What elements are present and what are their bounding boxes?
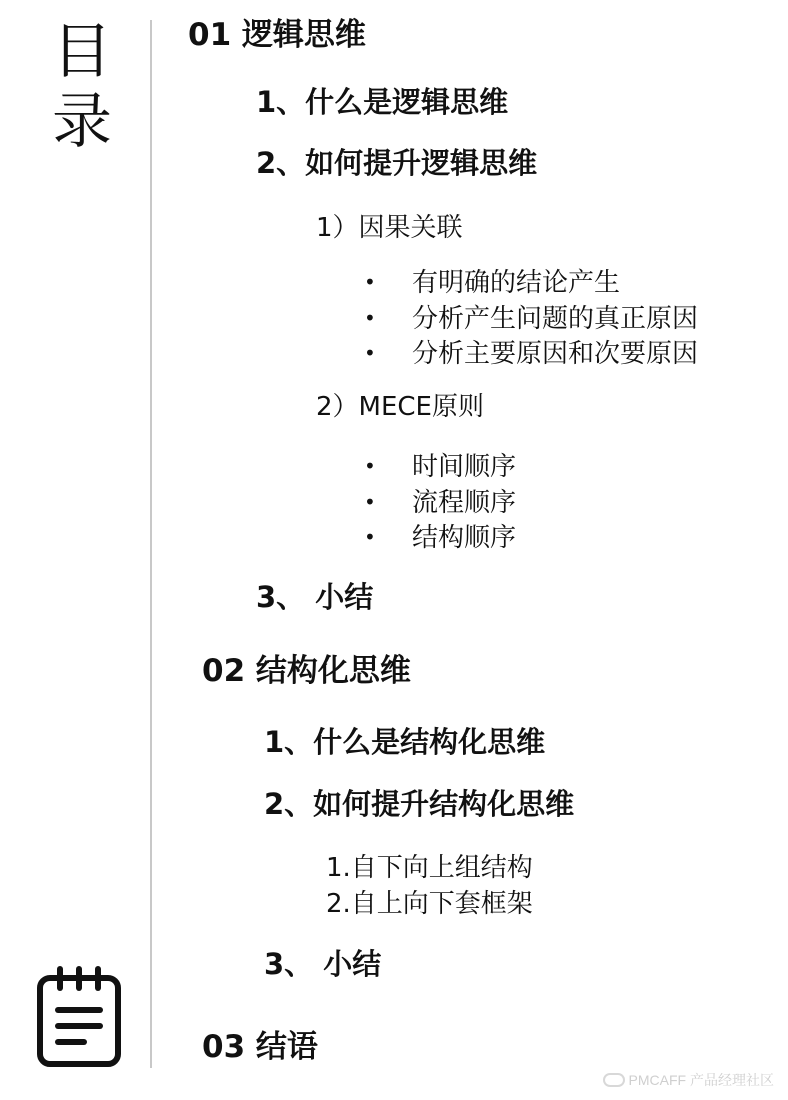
bullet-dot: • [364, 525, 376, 549]
section-01-title: 01 逻辑思维 [188, 17, 366, 53]
list-item: 分析产生问题的真正原因 [412, 304, 699, 334]
pmcaff-logo-icon [603, 1073, 625, 1087]
bullet-dot: • [364, 270, 376, 294]
section-02-item-3: 3、 小结 [264, 947, 382, 981]
section-01-item-1: 1、什么是逻辑思维 [256, 85, 509, 119]
list-item: 流程顺序 [412, 488, 517, 518]
bullet-dot: • [364, 306, 376, 330]
section-01-item-3: 3、 小结 [256, 580, 374, 614]
section-01-item-2: 2、如何提升逻辑思维 [256, 146, 538, 180]
toc-title-char-1: 目 [52, 17, 112, 87]
section-02-step-1: 1.自下向上组结构 [326, 853, 533, 883]
list-item: 时间顺序 [412, 452, 517, 482]
section-01-sub-1-title: 1）因果关联 [316, 213, 463, 243]
list-item: 分析主要原因和次要原因 [412, 339, 699, 369]
bullet-dot: • [364, 490, 376, 514]
section-02-item-1: 1、什么是结构化思维 [264, 725, 546, 759]
bullet-dot: • [364, 341, 376, 365]
watermark-text: PMCAFF 产品经理社区 [628, 1072, 774, 1088]
list-item: 有明确的结论产生 [412, 268, 621, 298]
section-01-sub-2-title: 2）MECE原则 [316, 392, 484, 422]
section-03-title: 03 结语 [202, 1029, 318, 1065]
toc-title-char-2: 录 [52, 87, 112, 157]
list-item: 结构顺序 [412, 523, 517, 553]
section-02-item-2: 2、如何提升结构化思维 [264, 787, 575, 821]
watermark [603, 1070, 774, 1090]
vertical-divider [150, 20, 152, 1068]
section-02-title: 02 结构化思维 [202, 653, 411, 689]
section-02-step-2: 2.自上向下套框架 [326, 889, 533, 919]
bullet-dot: • [364, 454, 376, 478]
notepad-icon [36, 966, 122, 1068]
